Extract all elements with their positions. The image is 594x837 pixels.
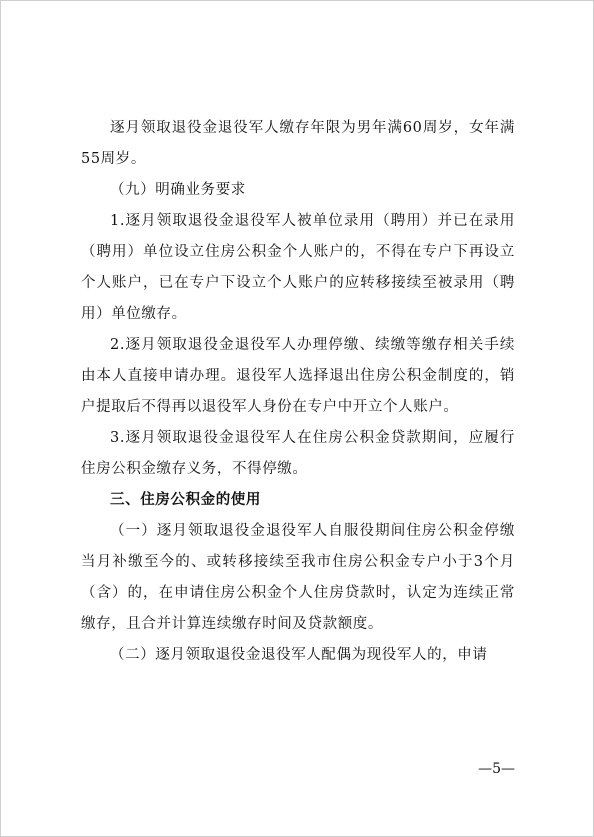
paragraph-retirement-age: 逐月领取退役金退役军人缴存年限为男年满60周岁，女年满55周岁。 (81, 120, 515, 167)
sub-heading-business-requirements: （九）明确业务要求 (110, 182, 246, 198)
paragraph-usage-1: （一）逐月领取退役金退役军人自服役期间住房公积金停缴当月补缴至今的、或转移接续至我市住房公积金专户小于3个月（含）的，在申请住房公积金个人住房贷款时，认定为连续正常缴存，且合并计算连续缴存时间及贷款额度。 (81, 523, 515, 632)
page-number: —5— (478, 761, 515, 777)
paragraph-requirement-3: 3.逐月领取退役金退役军人在住房公积金贷款期间，应履行住房公积金缴存义务，不得停缴。 (81, 430, 515, 477)
paragraph-usage-2: （二）逐月领取退役金退役军人配偶为现役军人的，申请 (110, 647, 488, 663)
paragraph-requirement-1: 1.逐月领取退役金退役军人被单位录用（聘用）并已在录用（聘用）单位设立住房公积金个人账户的，不得在专户下再设立个人账户，已在专户下设立个人账户的应转移接续至被录用（聘用）单位缴存。 (81, 213, 515, 322)
paragraph-requirement-2: 2.逐月领取退役金退役军人办理停缴、续缴等缴存相关手续由本人直接申请办理。退役军人选择退出住房公积金制度的，销户提取后不得再以退役军人身份在专户中开立个人账户。 (81, 337, 515, 415)
document-body (81, 113, 515, 671)
section-heading-fund-usage: 三、住房公积金的使用 (110, 492, 261, 508)
